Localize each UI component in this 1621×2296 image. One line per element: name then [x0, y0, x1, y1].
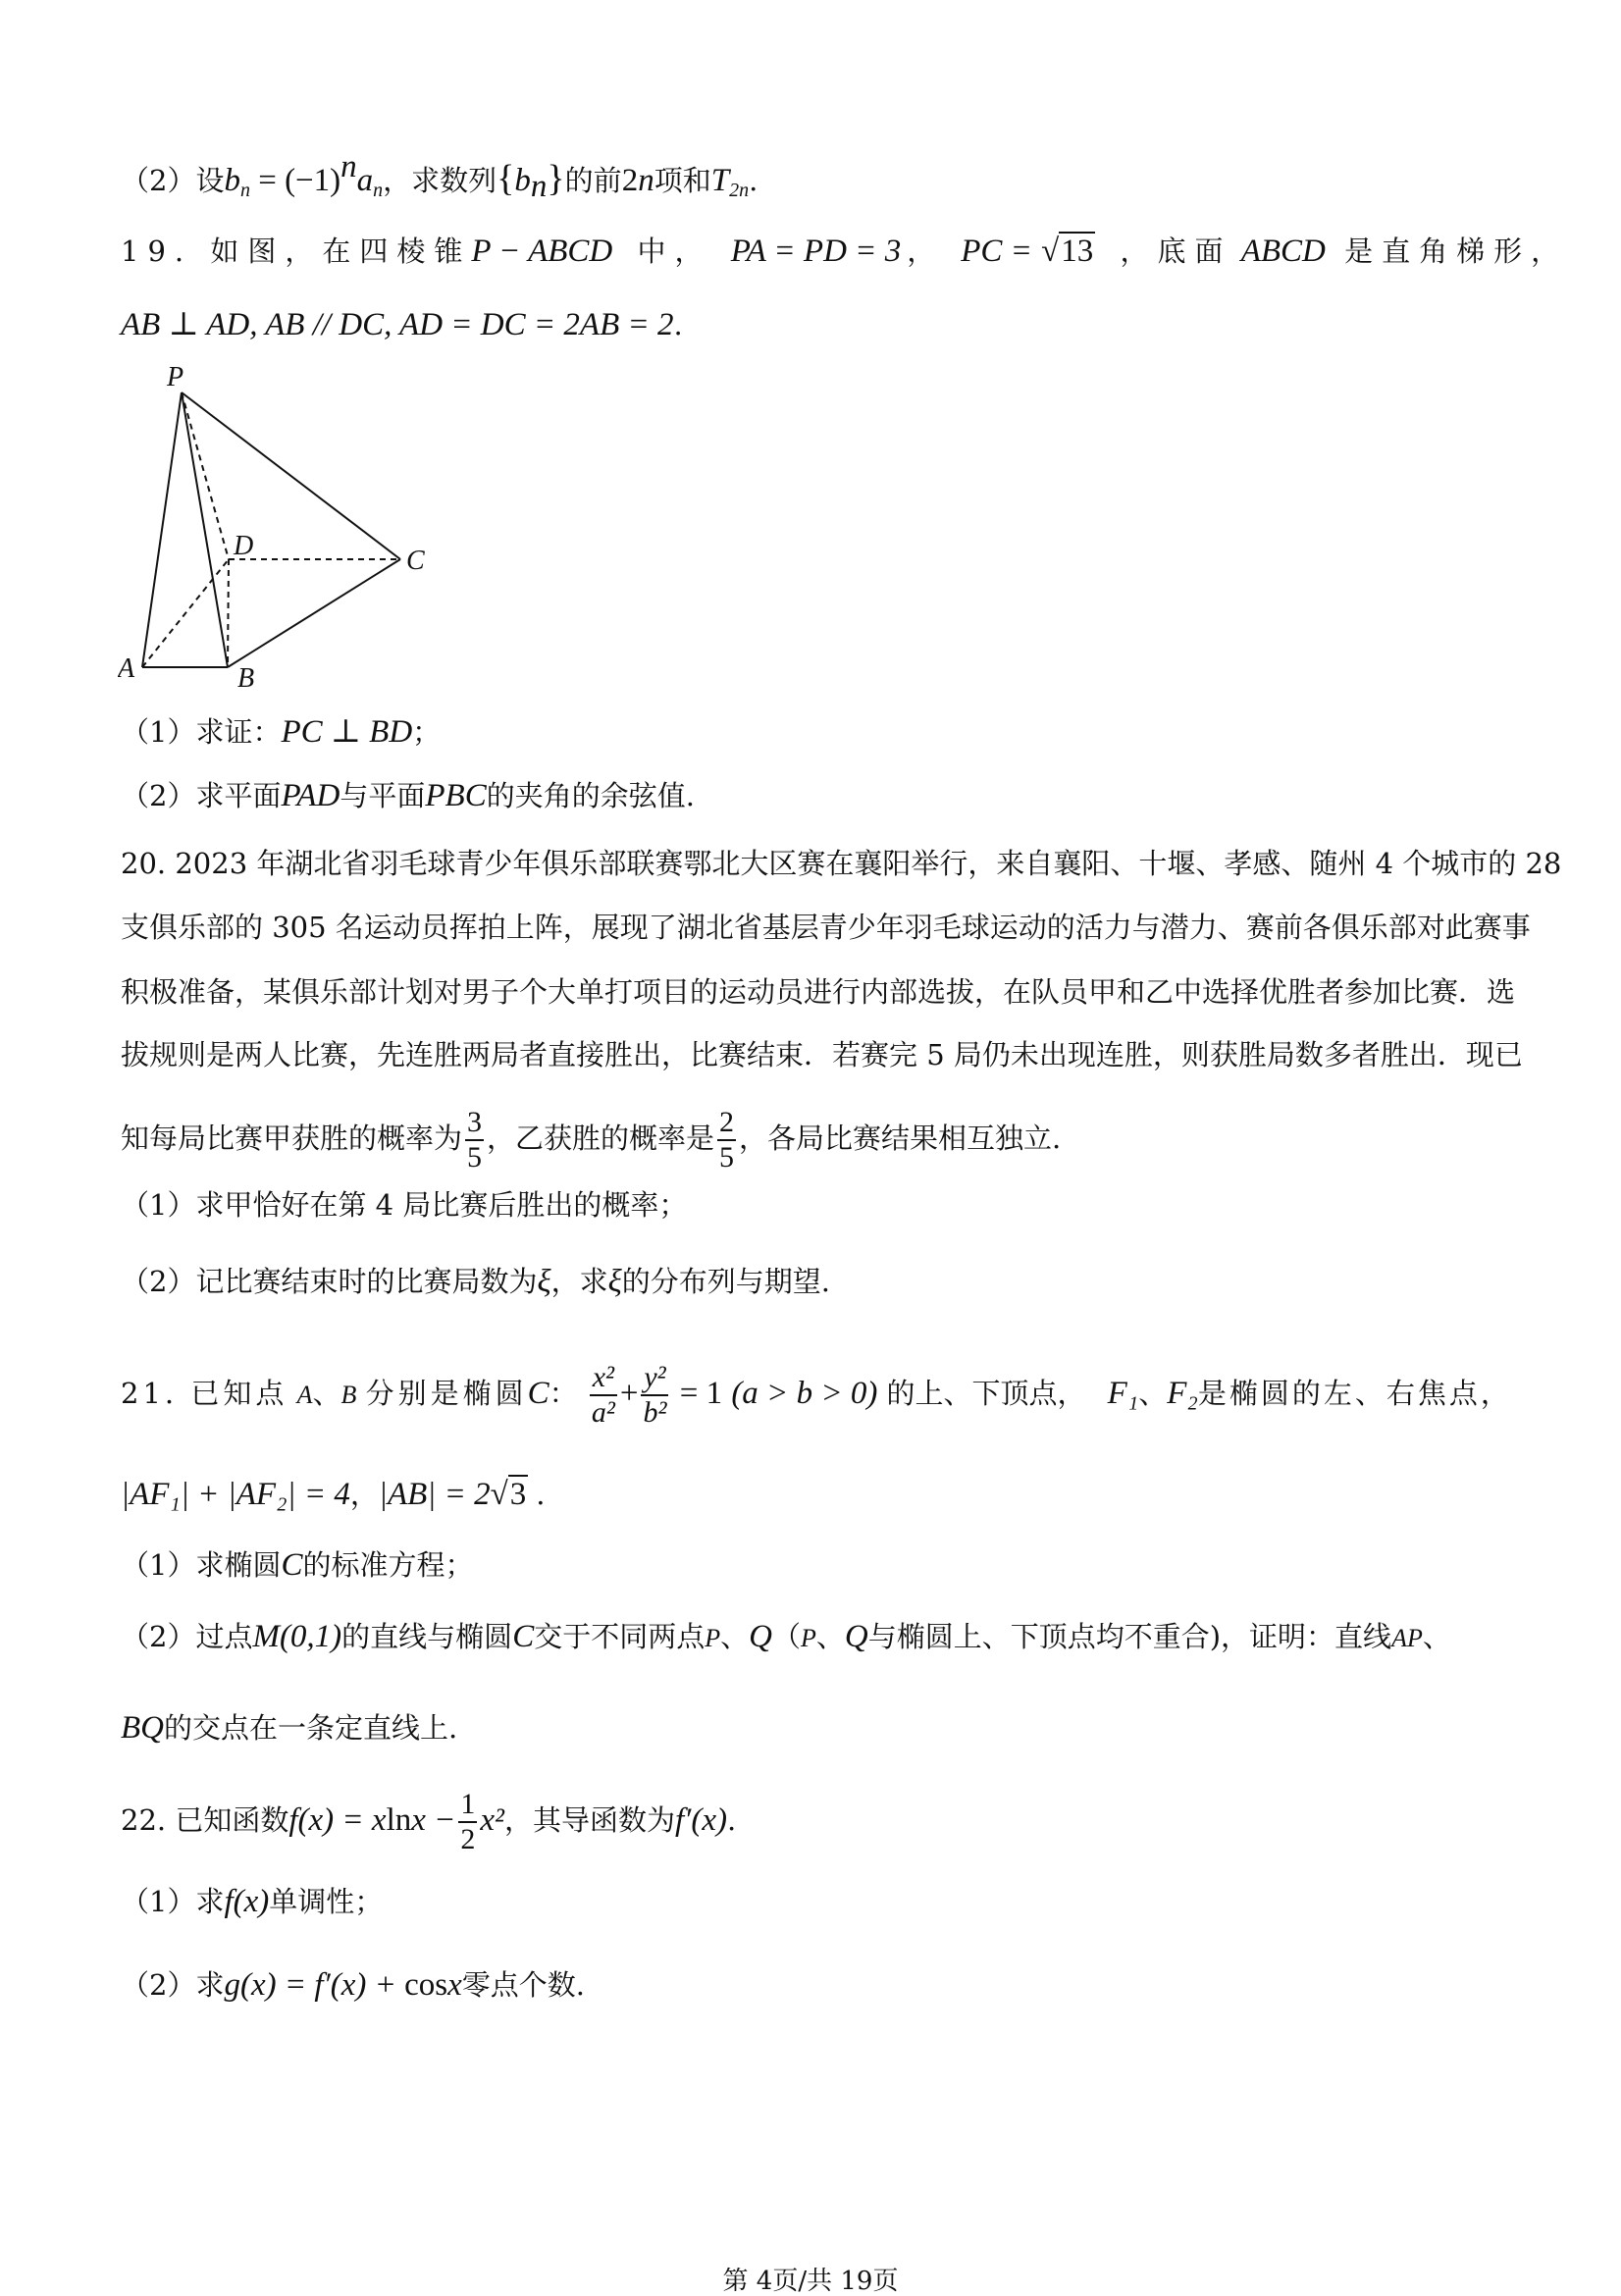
T-2n: $T_{2n}$ [710, 163, 750, 201]
focus-F1: F₁ [1107, 1376, 1139, 1411]
exp-n: n [340, 149, 357, 184]
q21-part2-line2 [121, 1710, 457, 1746]
q20-line1: 20. 2023 年湖北省羽毛球青少年俱乐部联赛鄂北大区赛在襄阳举行，来自襄阳、十堰、孝感、随州 4 个城市的 28 [121, 847, 1562, 880]
xi: ξ [607, 1264, 622, 1299]
q19-tail2: 是直角梯形， [1344, 235, 1569, 268]
ab-length: |AB| = 2 [378, 1477, 491, 1512]
period: . [673, 308, 683, 341]
q22-part2 [121, 1967, 585, 2003]
plus: + [619, 1376, 639, 1411]
prob-yi: $\frac{2}{5}$ [719, 1106, 735, 1174]
sqrt-13: √13 [1041, 234, 1094, 269]
label-B: B [237, 663, 255, 694]
ln: ln [386, 1802, 412, 1838]
frac-x2-a2: $\frac{\text{x²}}{\text{a²}}$ [591, 1361, 615, 1429]
pc: PC = [961, 234, 1032, 269]
set-bn: $\{b_n\}$ [497, 158, 565, 204]
edge-PC [182, 392, 400, 559]
q21-line2 [121, 1477, 546, 1512]
q19-intro: 19. 如图，在四棱锥 [121, 235, 472, 268]
q18-tail2: 项和 [654, 164, 711, 197]
period: . [536, 1478, 546, 1511]
focus-F2: F₂ [1167, 1376, 1198, 1411]
q21-part2 [121, 1619, 1451, 1656]
q22-line1 [121, 1781, 736, 1859]
q21-part2-b: 的直线与椭圆 [341, 1620, 513, 1653]
frac-y2-b2: $\frac{\text{y²}}{\text{b²}}$ [643, 1361, 667, 1429]
label-D: D [234, 531, 254, 561]
plane-pad: PAD [281, 778, 340, 813]
pyramid-figure [118, 358, 451, 697]
point-M: M(0,1) [252, 1619, 342, 1654]
q20-line5-c: ，各局比赛结果相互独立. [739, 1122, 1062, 1155]
point-B: B [340, 1381, 357, 1409]
edge-PA [142, 392, 182, 667]
q20-line5-b: ，乙获胜的概率是 [487, 1122, 715, 1155]
eq-sign: = (−1) [249, 163, 341, 198]
q21-mid: 分别是椭圆 [365, 1377, 528, 1410]
q19-tail: ，底面 [1120, 235, 1232, 268]
q20-line4: 拔规则是两人比赛，先连胜两局者直接胜出，比赛结束．若赛完 5 局仍未出现连胜，则获胜局数多者胜出．现已 [121, 1038, 1523, 1071]
q20-line3: 积极准备，某俱乐部计划对男子个大单打项目的运动员进行内部选拔，在队员甲和乙中选择优胜者参加比赛．选 [121, 975, 1516, 1009]
pa-pd: PA = PD = 3 [730, 234, 902, 269]
edge-DB [228, 559, 229, 667]
q20-part2-a: （2）记比赛结束时的比赛局数为 [121, 1265, 538, 1298]
q20-part2-b: ，求 [550, 1265, 608, 1298]
pyramid-name: P − ABCD [471, 234, 613, 269]
q19-part1 [121, 714, 441, 750]
q20-line5-a: 知每局比赛甲获胜的概率为 [121, 1122, 463, 1155]
condition: (a > b > 0) [731, 1376, 878, 1411]
q19-part2-tail: 的夹角的余弦值. [486, 779, 695, 812]
q22-part2-b: 零点个数. [461, 1968, 586, 2002]
q20-part2-c: 的分布列与期望. [621, 1265, 830, 1298]
edge-BC [228, 559, 400, 667]
q21-line1 [121, 1349, 1512, 1439]
sep: 、 [1422, 1620, 1451, 1653]
xi: ξ [537, 1264, 551, 1299]
q22-part1 [121, 1884, 383, 1919]
plane-pbc: PBC [425, 778, 487, 813]
f-x-def: f(x) = x [288, 1802, 387, 1838]
x: x [447, 1967, 462, 2003]
point-A: A [296, 1381, 313, 1409]
prob-jia: $\frac{3}{5}$ [467, 1106, 483, 1174]
label-C: C [406, 546, 425, 576]
q20-line5 [121, 1099, 1061, 1177]
q18-tail1: 的前 [564, 164, 622, 197]
focal-sum: |AF₁| + |AF₂| = 4 [121, 1477, 350, 1512]
q22-part1-b: 单调性； [269, 1885, 384, 1918]
sep: 、 [1138, 1377, 1168, 1410]
q21-part2-e: 与椭圆上、下顶点均不重合)，证明：直线 [867, 1620, 1392, 1653]
comma: ， [349, 1478, 379, 1511]
line-AP: AP [1391, 1624, 1423, 1652]
q19-line2 [121, 307, 683, 342]
ellipse-C: C [527, 1376, 549, 1411]
q19-line1 [121, 234, 1568, 269]
point-Q: Q [844, 1619, 868, 1654]
q20-part1: （1）求甲恰好在第 4 局比赛后胜出的概率； [121, 1188, 688, 1222]
b-n: $b_n$ [224, 163, 250, 201]
q19-part2-mid: 与平面 [340, 779, 426, 812]
line-BQ: BQ [121, 1710, 164, 1746]
q20-part2 [121, 1264, 830, 1299]
q19-conditions: AB ⊥ AD, AB // DC, AD = DC = 2AB = 2 [121, 307, 674, 342]
point-P: P [705, 1624, 721, 1652]
q22-part1-a: （1）求 [121, 1885, 225, 1918]
colon: ： [549, 1377, 578, 1410]
q20-line2: 支俱乐部的 305 名运动员挥拍上阵，展现了湖北省基层青少年羽毛球运动的活力与潜力、赛前各俱乐部对此赛事 [121, 911, 1531, 944]
x-minus: x − [411, 1802, 456, 1838]
base-name: ABCD [1240, 234, 1326, 269]
semicolon: ； [412, 715, 442, 749]
g-x-def: g(x) = f′(x) + [224, 1967, 405, 2003]
period: . [749, 164, 758, 197]
q19-part2 [121, 778, 695, 813]
two-n: 2n [621, 163, 654, 198]
point-P: P [800, 1624, 816, 1652]
f-x: f(x) [224, 1884, 270, 1919]
paren: （ [771, 1620, 801, 1653]
q21-foci: 是椭圆的左、右焦点， [1197, 1377, 1512, 1410]
q21-part2-line2-a: 的交点在一条定直线上. [164, 1711, 458, 1745]
ellipse-C: C [512, 1619, 535, 1654]
q21-part1-b: 的标准方程； [302, 1548, 474, 1582]
part-prefix: （1）求证： [121, 715, 282, 749]
q21-part2-c: 交于不同两点 [534, 1620, 706, 1653]
q18-mid: ，求数列 [383, 164, 497, 197]
label-P: P [167, 362, 184, 392]
q21-vertex: 的上、下顶点， [886, 1377, 1086, 1410]
point-Q: Q [749, 1619, 772, 1654]
period: . [726, 1803, 737, 1837]
sep: 、 [312, 1377, 341, 1410]
sep: 、 [720, 1620, 750, 1653]
a-n: $a_n$ [356, 163, 384, 201]
ellipse-C: C [281, 1547, 303, 1583]
q21-part1 [121, 1547, 473, 1583]
part-prefix: （2）求平面 [121, 779, 282, 812]
eq-1: = 1 [671, 1376, 723, 1411]
sqrt-3: √3 [490, 1477, 527, 1512]
label-A: A [118, 653, 135, 684]
cos: cos [404, 1967, 448, 2003]
q18-part2-prefix: （2）设 [121, 164, 225, 197]
q21-part2-a: （2）过点 [121, 1620, 253, 1653]
x-squared: x² [480, 1802, 504, 1838]
q18-part2 [121, 149, 758, 208]
q19-mid: 中， [637, 235, 712, 268]
comma: ， [907, 235, 936, 268]
page-footer: 第 4页/共 19页 [722, 2267, 899, 2296]
q21-part1-a: （1）求椭圆 [121, 1548, 282, 1582]
q22-part2-a: （2）求 [121, 1968, 225, 2002]
pc-perp-bd: PC ⊥ BD [281, 714, 413, 750]
sep: 、 [815, 1620, 845, 1653]
q22-intro: 22. 已知函数 [121, 1803, 289, 1837]
q22-mid: ，其导函数为 [503, 1803, 675, 1837]
f-prime: f′(x) [674, 1802, 727, 1838]
q21-intro: 21. 已知点 [121, 1377, 288, 1410]
frac-half: $\frac{1}{2}$ [460, 1788, 476, 1855]
